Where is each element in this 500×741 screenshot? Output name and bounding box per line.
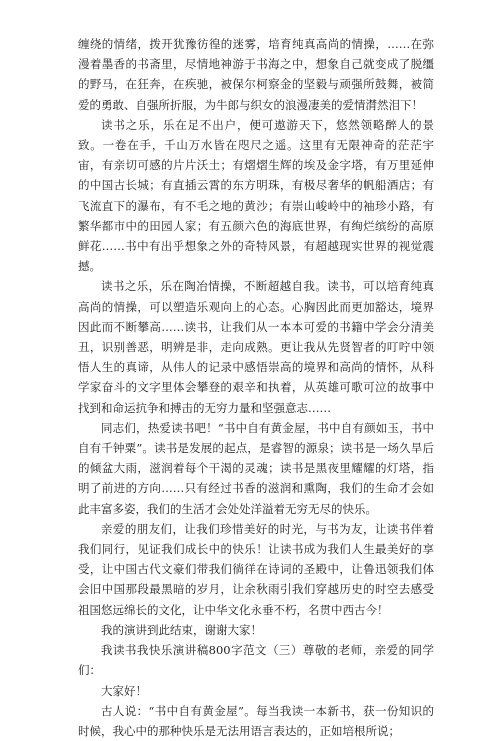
body-paragraph: 同志们，热爱读书吧！“书中自有黄金屋，书中自有颜如玉，书中自有千钟粟”。读书是发展的起点，是睿智的源泉；读书是一场久旱后的倾盆大雨，滋润着每个干渴的灵魂；读书是黑夜里耀耀的灯塔，指明了前进的方向……只有经过书香的滋润和熏陶，我们的生命才会如此丰富多姿，我们的生活才会处处洋溢着无穷无尽的快乐。 [78, 420, 434, 516]
document-page [78, 34, 434, 741]
body-paragraph: 缠绕的情绪，拨开犹豫彷徨的迷雾，培育纯真高尚的情操，……在弥漫着墨香的书斋里，尽情地神游于书海之中，想象自己就变成了脱缰的野马，在狂奔，在疾驰，被保尔柯察金的坚毅与顽强所鼓舞，被简爱的勇敢、自强所折服，为牛郎与织女的浪漫凄美的爱情潸然泪下！ [78, 37, 434, 112]
body-paragraph: 古人说：“书中自有黄金屋”。每当我读一本新书，获一份知识的时候，我心中的那种快乐是无法用语言表达的，正如培根所说； [78, 703, 434, 738]
closing-line: 我的演讲到此结束，谢谢大家！ [101, 622, 262, 637]
greeting-line: 大家好！ [101, 683, 147, 698]
body-paragraph: 读书之乐，乐在陶冶情操，不断超越自我。读书，可以培育纯真高尚的情操，可以塑造乐观向上的心态。心胸因此而更加豁达，境界因此而不断攀高……读书，让我们从一本本可爱的书籍中学会分清美丑，识别善恶，明辨是非，走向成熟。更让我从先贤智者的叮咛中领悟人生的真谛，从伟人的记录中感悟崇高的境界和高尚的情怀，从科学家奋斗的文字里体会攀登的艰辛和执着，从英雄可歌可泣的故事中找到和命运抗争和搏击的无穷力量和坚强意志…… [78, 279, 434, 415]
body-paragraph: 读书之乐，乐在足不出户，便可遨游天下，悠然领略醉人的景致。一卷在手，千山万水皆在咫尺之遥。这里有无限神奇的茫茫宇宙，有亲切可感的片片沃土；有熠熠生辉的埃及金字塔，有万里延伸的中国古长城；有直插云霄的东方明珠，有极尽奢华的帆船酒店；有飞流直下的瀑布，有不毛之地的黄沙；有崇山峻岭中的袖珍小路，有繁华都市中的田园人家；有五颜六色的海底世界，有绚烂缤纷的高原鲜花……书中有出乎想象之外的奇特风景，有超越现实世界的视觉震撼。 [78, 117, 434, 274]
section-heading: 我读书我快乐演讲稿800字范文（三）尊敬的老师，亲爱的同学们： [78, 643, 434, 678]
body-paragraph: 亲爱的朋友们，让我们珍惜美好的时光，与书为友，让读书伴着我们同行，见证我们成长中的快乐！让读书成为我们人生最美好的享受，让中国古代文豪们带我们徜徉在诗词的圣殿中，让鲁迅领我们体会旧中国那段最黑暗的岁月，让余秋雨引我们穿越历史的时空去感受祖国悠远绵长的文化，让中华文化永垂不朽，名贯中西古今！ [78, 521, 434, 617]
